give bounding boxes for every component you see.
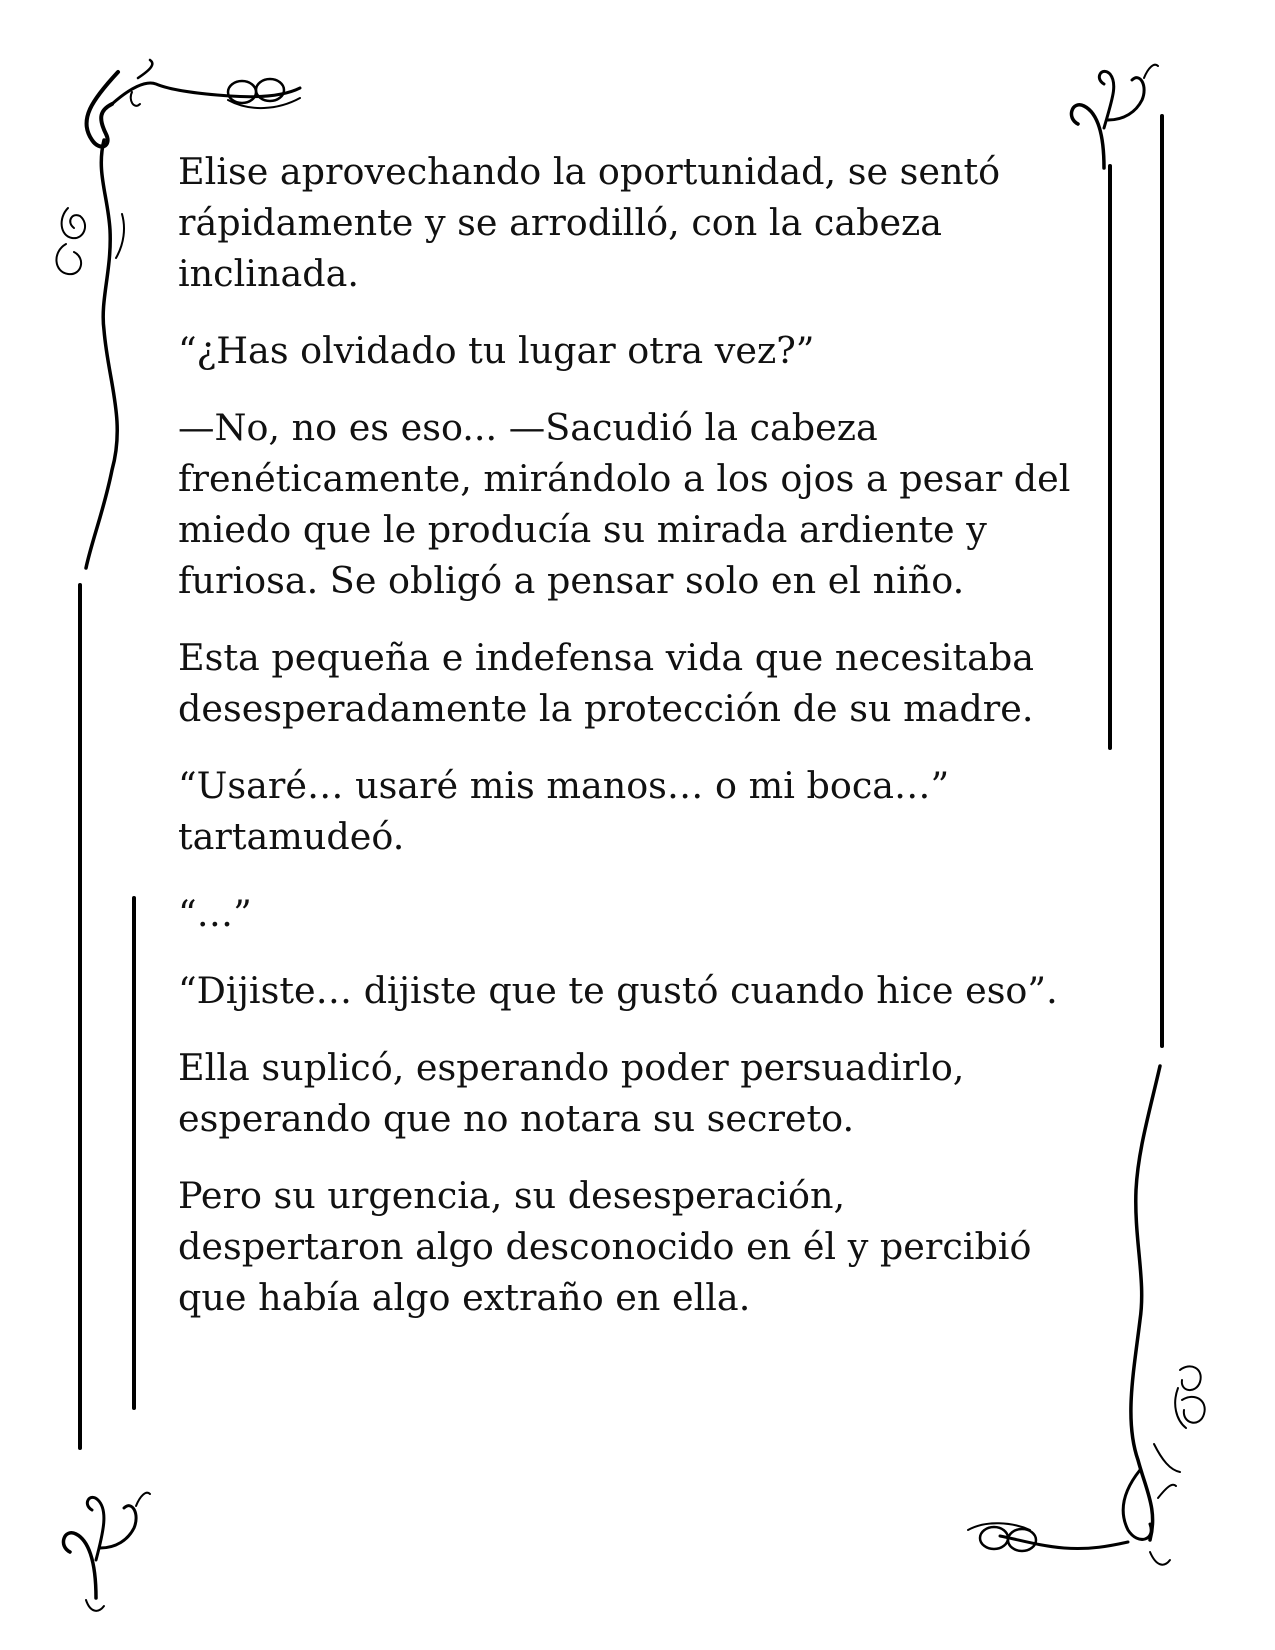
paragraph-6: “…” [178,892,252,935]
bottom-left-flourish-icon [63,1493,150,1611]
paragraph-3: —No, no es eso... —Sacudió la cabeza frenéticamente, mirándolo a los ojos a pesar del miedo que le producía su mirada ardiente y furiosa. Se obligó a pensar solo en el niño. [178,406,1071,602]
paragraph-8: Ella suplicó, esperando poder persuadirlo, esperando que no notara su secreto. [178,1046,965,1140]
paragraph-5: “Usaré… usaré mis manos… o mi boca…” tartamudeó. [178,764,950,858]
paragraph-7: “Dijiste… dijiste que te gustó cuando hice eso”. [178,969,1058,1012]
paragraph-1: Elise aprovechando la oportunidad, se sentó rápidamente y se arrodilló, con la cabeza inclinada. [178,150,1001,295]
paragraph-4: Esta pequeña e indefensa vida que necesitaba desesperadamente la protección de su madre. [178,636,1034,730]
story-text [178,146,1108,1349]
paragraph-2: “¿Has olvidado tu lugar otra vez?” [178,329,815,372]
paragraph-9: Pero su urgencia, su desesperación, despertaron algo desconocido en él y percibió que había algo extraño en ella. [178,1174,1032,1319]
